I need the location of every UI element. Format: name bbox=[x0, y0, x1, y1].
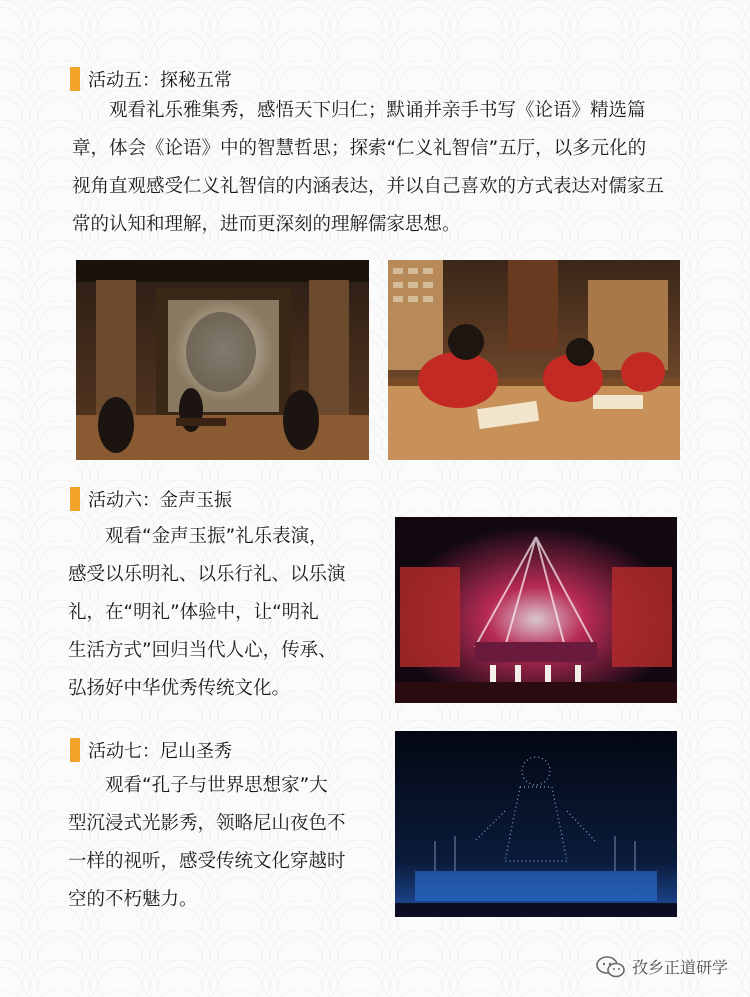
photo-stage-performance bbox=[395, 517, 677, 703]
photo-students-writing bbox=[388, 260, 680, 460]
text-line: 弘扬好中华优秀传统文化。 bbox=[68, 678, 291, 699]
text-line: 空的不朽魅力。 bbox=[68, 889, 198, 910]
section-heading-activity-7 bbox=[70, 737, 232, 763]
text-line: 视角直观感受仁义礼智信的内涵表达，并以自己喜欢的方式表达对儒家五 bbox=[72, 176, 665, 197]
watermark bbox=[596, 955, 728, 978]
activity-7-text bbox=[68, 767, 388, 919]
section-heading-activity-5 bbox=[70, 66, 232, 92]
activity-6-text bbox=[68, 518, 388, 708]
orange-marker bbox=[70, 738, 80, 762]
section-title: 活动五：探秘五常 bbox=[88, 70, 232, 91]
text-line: 礼，在“明礼”体验中，让“明礼 bbox=[68, 602, 319, 623]
activity-5-text bbox=[72, 92, 692, 244]
photo-light-show bbox=[395, 731, 677, 917]
watermark-text: 孜乡正道研学 bbox=[631, 958, 728, 977]
photo-hall-performance bbox=[76, 260, 369, 460]
text-line: 一样的视听，感受传统文化穿越时 bbox=[68, 851, 346, 872]
text-line: 型沉浸式光影秀，领略尼山夜色不 bbox=[68, 813, 346, 834]
text-line: 常的认知和理解，进而更深刻的理解儒家思想。 bbox=[72, 214, 461, 235]
section-title: 活动七：尼山圣秀 bbox=[88, 741, 232, 762]
text-line: 观看礼乐雅集秀，感悟天下归仁；默诵并亲手书写《论语》精选篇 bbox=[109, 100, 646, 121]
section-title: 活动六：金声玉振 bbox=[88, 490, 232, 511]
text-line: 感受以乐明礼、以乐行礼、以乐演 bbox=[68, 564, 346, 585]
text-line: 观看“孔子与世界思想家”大 bbox=[105, 775, 328, 796]
text-line: 章，体会《论语》中的智慧哲思；探索“仁义礼智信”五厅，以多元化的 bbox=[72, 138, 647, 159]
section-heading-activity-6 bbox=[70, 486, 232, 512]
wechat-icon bbox=[596, 956, 626, 978]
text-line: 生活方式”回归当代人心，传承、 bbox=[68, 640, 337, 661]
text-line: 观看“金声玉振”礼乐表演， bbox=[105, 526, 328, 547]
orange-marker bbox=[70, 487, 80, 511]
orange-marker bbox=[70, 67, 80, 91]
